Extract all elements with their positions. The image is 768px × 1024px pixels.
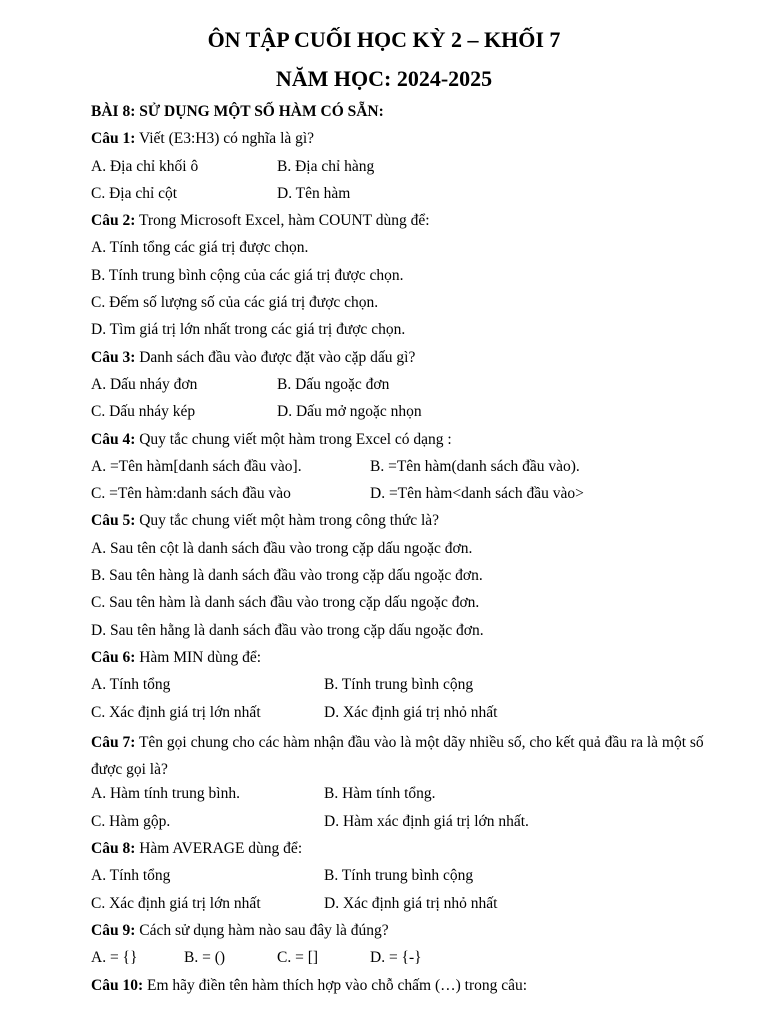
option-d: D. Tên hàm <box>277 184 351 202</box>
option-c: C. Sau tên hàm là danh sách đầu vào trong cặp dấu ngoặc đơn. <box>91 594 480 612</box>
option-c: C. Hàm gộp. <box>91 812 171 830</box>
option-c: C. Dấu nháy kép <box>91 403 196 421</box>
option-a: A. Tính tổng các giá trị được chọn. <box>91 239 309 257</box>
question-text: Trong Microsoft Excel, hàm COUNT dùng để: <box>135 212 430 230</box>
option-d: D. = {-} <box>370 949 422 967</box>
options-row <box>91 183 721 210</box>
option-b: B. Dấu ngoặc đơn <box>277 375 390 393</box>
option-a: A. Tính tổng <box>91 676 171 694</box>
content <box>91 101 721 1002</box>
question-8 <box>91 838 721 865</box>
option-a: A. = {} <box>91 949 138 967</box>
option-a: A. Tính tổng <box>91 867 171 885</box>
options-row <box>91 374 721 401</box>
option-c: C. Đếm số lượng số của các giá trị được chọn. <box>91 294 379 312</box>
question-number: Câu 2: <box>91 212 136 230</box>
question-number: Câu 3: <box>91 348 136 366</box>
option-d: D. Dấu mở ngoặc nhọn <box>277 403 422 421</box>
option-b: B. Sau tên hàng là danh sách đầu vào trong cặp dấu ngoặc đơn. <box>91 567 483 585</box>
question-number: Câu 9: <box>91 921 136 939</box>
option-a: A. Hàm tính trung bình. <box>91 785 240 803</box>
question-text: Cách sử dụng hàm nào sau đây là đúng? <box>135 921 389 939</box>
option-a: A. Dấu nháy đơn <box>91 375 198 393</box>
title-line-2: NĂM HỌC: 2024-2025 <box>275 66 493 91</box>
option-c: C. =Tên hàm:danh sách đầu vào <box>91 485 291 503</box>
question-2 <box>91 210 721 237</box>
option-b: B. Địa chỉ hàng <box>277 157 375 175</box>
option-d: D. Hàm xác định giá trị lớn nhất. <box>324 812 529 830</box>
options-row <box>91 456 721 483</box>
question-4 <box>91 429 721 456</box>
question-7 <box>91 729 721 784</box>
question-text: Quy tắc chung viết một hàm trong Excel có dạng : <box>135 430 452 448</box>
question-number: Câu 1: <box>91 130 136 148</box>
option-c: C. Địa chỉ cột <box>91 184 178 202</box>
option-b: B. Tính trung bình cộng của các giá trị được chọn. <box>91 266 404 284</box>
question-text: Danh sách đầu vào được đặt vào cặp dấu gì? <box>135 348 416 366</box>
option-d: D. Tìm giá trị lớn nhất trong các giá trị được chọn. <box>91 321 406 339</box>
option-b: B. = () <box>184 949 226 967</box>
question-1 <box>91 128 721 155</box>
options-row <box>91 156 721 183</box>
options-row <box>91 893 721 920</box>
option-d: D. =Tên hàm<danh sách đầu vào> <box>370 485 584 503</box>
options-row <box>91 674 721 701</box>
options-row <box>91 702 721 729</box>
question-6 <box>91 647 721 674</box>
question-9 <box>91 920 721 947</box>
question-number: Câu 8: <box>91 840 136 858</box>
question-text: Hàm MIN dùng để: <box>135 648 262 666</box>
section-heading: BÀI 8: SỬ DỤNG MỘT SỐ HÀM CÓ SẴN: <box>91 103 384 120</box>
option-c: C. = [] <box>277 949 319 967</box>
question-text: Tên gọi chung cho các hàm nhận đầu vào là một dãy nhiều số, cho kết quả đầu ra là một số được gọi là? <box>91 733 704 779</box>
option-d: D. Xác định giá trị nhỏ nhất <box>324 703 498 721</box>
option-d: D. Sau tên hằng là danh sách đầu vào trong cặp dấu ngoặc đơn. <box>91 621 484 639</box>
options-row <box>91 947 721 974</box>
option-a: A. Sau tên cột là danh sách đầu vào trong cặp dấu ngoặc đơn. <box>91 539 473 557</box>
title-line-1: ÔN TẬP CUỐI HỌC KỲ 2 – KHỐI 7 <box>207 27 561 52</box>
question-5 <box>91 510 721 537</box>
question-text: Em hãy điền tên hàm thích hợp vào chỗ chấm (…) trong câu: <box>143 976 528 994</box>
question-number: Câu 10: <box>91 976 144 994</box>
option-b: B. Tính trung bình cộng <box>324 676 474 694</box>
option-d: D. Xác định giá trị nhỏ nhất <box>324 894 498 912</box>
options-row <box>91 783 721 810</box>
question-number: Câu 5: <box>91 512 136 530</box>
question-10 <box>91 975 721 1002</box>
question-number: Câu 6: <box>91 648 136 666</box>
options-row <box>91 811 721 838</box>
question-number: Câu 4: <box>91 430 136 448</box>
options-row <box>91 401 721 428</box>
options-row <box>91 483 721 510</box>
option-c: C. Xác định giá trị lớn nhất <box>91 703 261 721</box>
question-number: Câu 7: <box>91 733 136 751</box>
option-b: B. Tính trung bình cộng <box>324 867 474 885</box>
question-3 <box>91 347 721 374</box>
option-b: B. Hàm tính tổng. <box>324 785 436 803</box>
option-c: C. Xác định giá trị lớn nhất <box>91 894 261 912</box>
question-text: Quy tắc chung viết một hàm trong công thức là? <box>135 512 440 530</box>
option-a: A. Địa chỉ khối ô <box>91 157 199 175</box>
option-a: A. =Tên hàm[danh sách đầu vào]. <box>91 457 302 475</box>
question-text: Viết (E3:H3) có nghĩa là gì? <box>135 130 315 148</box>
question-text: Hàm AVERAGE dùng để: <box>135 840 303 858</box>
option-b: B. =Tên hàm(danh sách đầu vào). <box>370 457 580 475</box>
options-row <box>91 865 721 892</box>
